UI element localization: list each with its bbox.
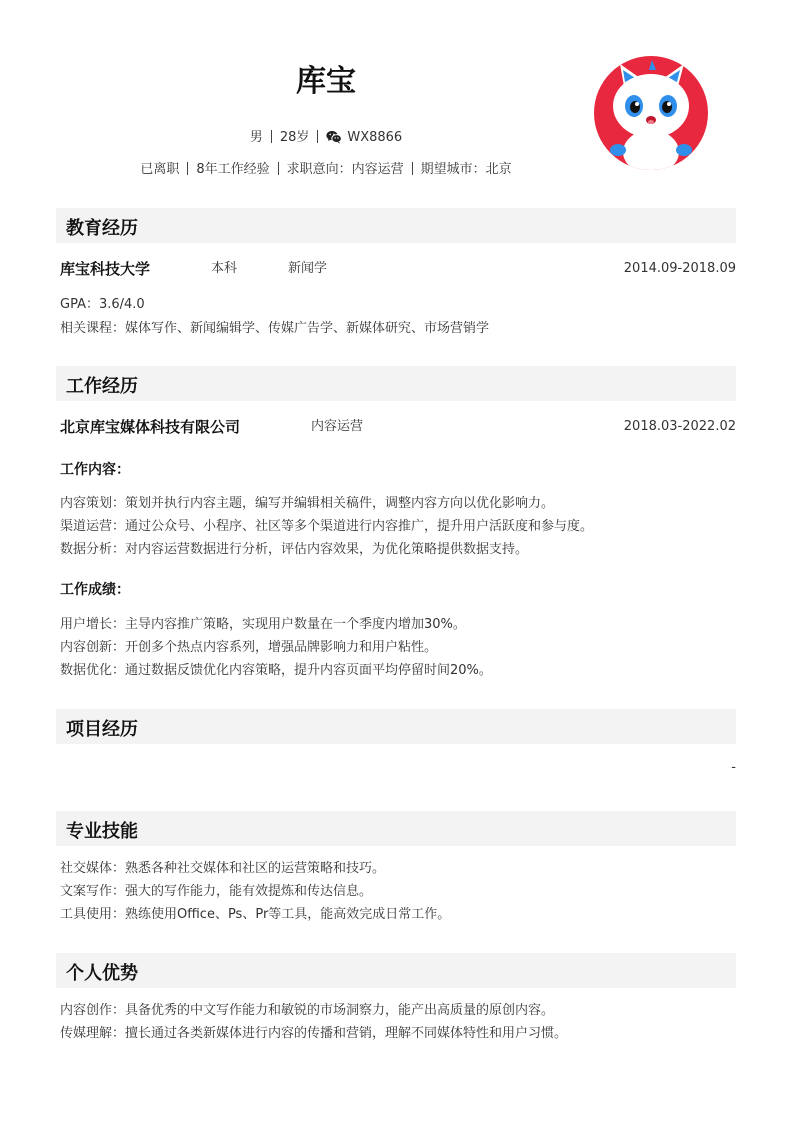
mascot-avatar-icon: [594, 56, 708, 170]
major: 新闻学: [288, 261, 328, 276]
section-education: [56, 208, 736, 243]
position: 内容运营: [311, 419, 364, 434]
divider: [412, 162, 413, 175]
list-item: 用户增长：主导内容推广策略，实现用户数量在一个季度内增加30%。: [60, 617, 466, 632]
section-advantages: [56, 953, 736, 988]
education-entry: [60, 260, 736, 280]
company-name: 北京库宝媒体科技有限公司: [60, 418, 241, 436]
wechat-icon: [326, 130, 342, 144]
work-date: 2018.03-2022.02: [623, 419, 736, 434]
work-entry: [60, 418, 736, 438]
section-title: 项目经历: [66, 719, 138, 740]
list-item: 传媒理解：擅长通过各类新媒体进行内容的传播和营销，理解不同媒体特性和用户习惯。: [60, 1026, 568, 1041]
list-item: 文案写作：强大的写作能力，能有效提炼和传达信息。: [60, 884, 373, 899]
job-status: 已离职: [140, 162, 180, 177]
divider: [187, 162, 188, 175]
section-work: [56, 366, 736, 401]
list-item: 社交媒体：熟悉各种社交媒体和社区的运营策略和技巧。: [60, 861, 386, 876]
avatar: [594, 56, 708, 170]
list-item: 渠道运营：通过公众号、小程序、社区等多个渠道进行内容推广，提升用户活跃度和参与度。: [60, 519, 594, 534]
section-title: 专业技能: [66, 821, 138, 842]
degree: 本科: [211, 261, 238, 276]
list-item: 工具使用：熟练使用Office、Ps、Pr等工具，能高效完成日常工作。: [60, 907, 451, 922]
section-title: 个人优势: [66, 963, 138, 984]
school-name: 库宝科技大学: [60, 260, 151, 278]
age: 28岁: [279, 130, 310, 145]
work-content-title: 工作内容：: [60, 462, 130, 478]
courses: 相关课程：媒体写作、新闻编辑学、传媒广告学、新媒体研究、市场营销学: [60, 321, 490, 336]
work-experience: 8年工作经验: [196, 162, 270, 177]
gpa: GPA：3.6/4.0: [60, 297, 145, 312]
job-info: [0, 158, 652, 177]
project-placeholder: -: [731, 760, 736, 775]
list-item: 数据优化：通过数据反馈优化内容策略，提升内容页面平均停留时间20%。: [60, 663, 492, 678]
section-projects: [56, 709, 736, 744]
list-item: 内容策划：策划并执行内容主题，编写并编辑相关稿件，调整内容方向以优化影响力。: [60, 496, 555, 511]
job-intention: 求职意向：内容运营: [286, 162, 404, 177]
work-achievements-title: 工作成绩：: [60, 582, 130, 598]
education-date: 2014.09-2018.09: [623, 261, 736, 276]
section-title: 教育经历: [66, 218, 138, 239]
section-title: 工作经历: [66, 376, 138, 397]
expected-city: 期望城市：北京: [420, 162, 512, 177]
wechat-id: WX8866: [347, 130, 403, 145]
list-item: 数据分析：对内容运营数据进行分析，评估内容效果，为优化策略提供数据支持。: [60, 542, 529, 557]
divider: [278, 162, 279, 175]
divider: [317, 130, 318, 143]
list-item: 内容创作：具备优秀的中文写作能力和敏锐的市场洞察力，能产出高质量的原创内容。: [60, 1003, 555, 1018]
candidate-name: 库宝: [296, 64, 356, 99]
gender: 男: [249, 130, 263, 145]
divider: [271, 130, 272, 143]
list-item: 内容创新：开创多个热点内容系列，增强品牌影响力和用户粘性。: [60, 640, 438, 655]
section-skills: [56, 811, 736, 846]
basic-info: [0, 126, 652, 145]
